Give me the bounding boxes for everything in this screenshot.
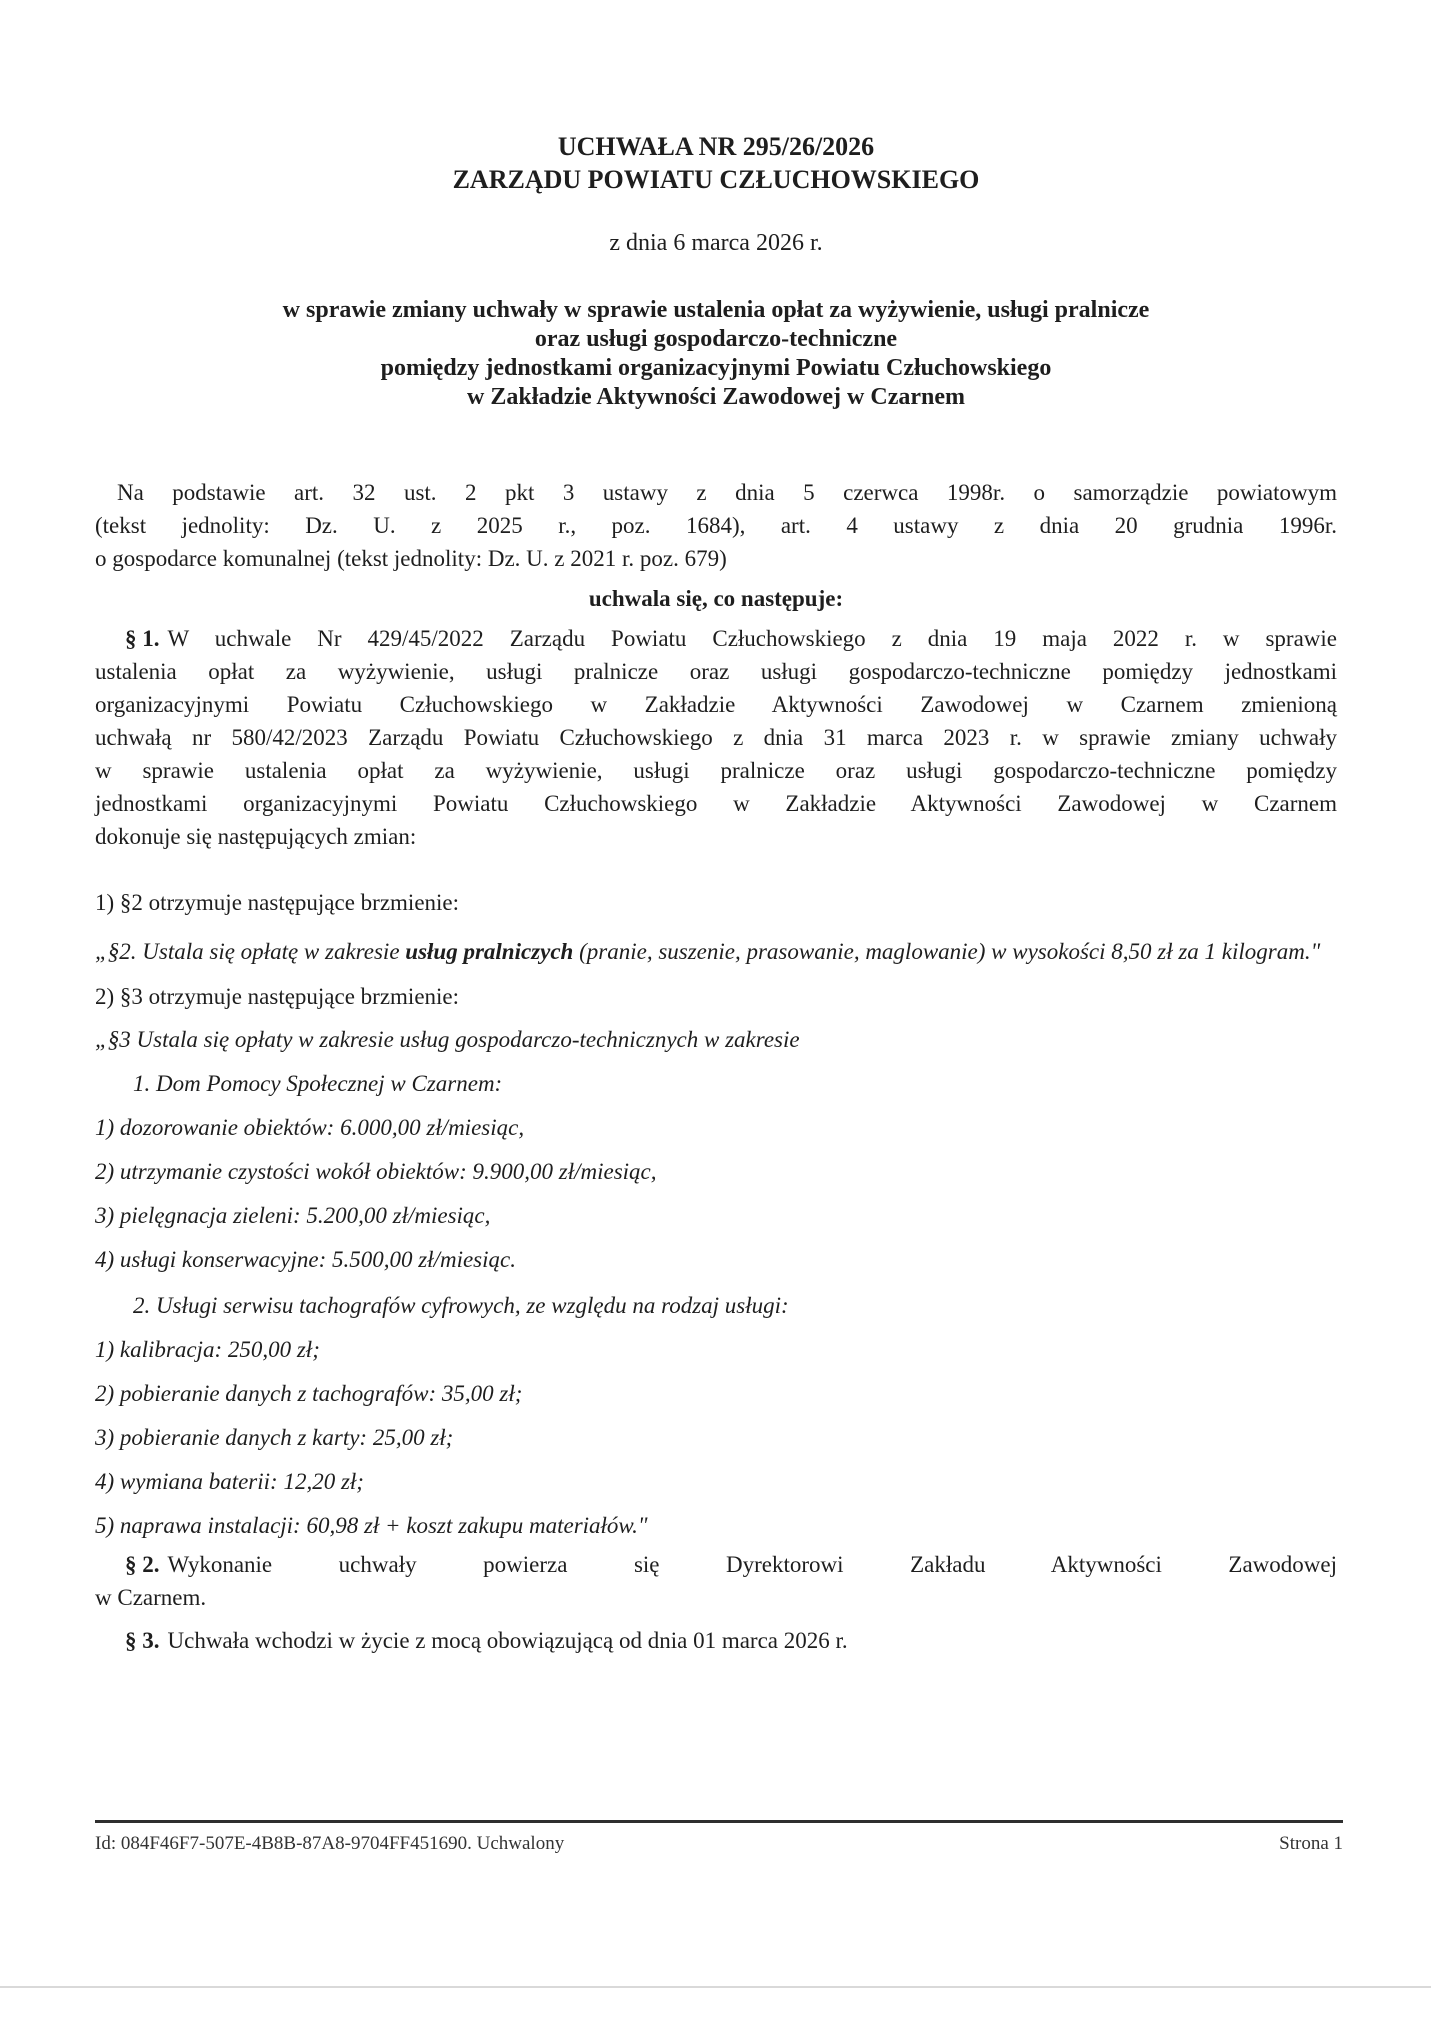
paragraph-1-text: W uchwale Nr 429/45/2022 Zarządu Powiatu Człuchowskiego z dnia 19 maja 2022 r. w sprawie ustalenia opłat za wyżywienie, usługi pralnicze oraz usługi gospodarczo-techniczne pomiędzy jednostkami organizacyjnymi Powiatu Człuchowskiego w Zakładzie Aktywności Zawodowej w Czarnem zmienioną uchwałą nr 580/42/2023 Zarządu Powiatu Człuchowskiego z dnia 31 marca 2023 r. w sprawie zmiany uchwały w sprawie ustalenia opłat za wyżywienie, usługi pralnicze oraz usługi gospodarczo-techniczne pomiędzy jednostkami organizacyjnymi Powiatu Człuchowskiego w Zakładzie Aktywności Zawodowej w Czarnem dokonuje się następujących zmian:: [95, 626, 1337, 849]
subject-block: [95, 296, 1337, 412]
footer-document-id: Id: 084F46F7-507E-4B8B-87A8-9704FF451690. Uchwalony: [95, 1833, 565, 1854]
page-footer: [95, 1833, 1343, 1855]
change-item-1-quote: [95, 936, 1337, 968]
footer-page-number: Strona 1: [1279, 1833, 1343, 1854]
subject-line-4: w Zakładzie Aktywności Zawodowej w Czarnem: [467, 384, 965, 410]
paragraph-1-label: § 1.: [125, 626, 160, 651]
dps-item-1: 1) dozorowanie obiektów: 6.000,00 zł/miesiąc,: [95, 1115, 525, 1140]
dps-item-4: 4) usługi konserwacyjne: 5.500,00 zł/miesiąc.: [95, 1247, 516, 1272]
document-content: [95, 0, 1337, 1657]
title-line-2: ZARZĄDU POWIATU CZŁUCHOWSKIEGO: [452, 165, 980, 194]
tacho-item-2: 2) pobieranie danych z tachografów: 35,00 zł;: [95, 1381, 523, 1406]
paragraph-1: [95, 622, 1337, 853]
scan-page-edge: [0, 1986, 1431, 1988]
dps-heading: 1. Dom Pomocy Społecznej w Czarnem:: [133, 1071, 503, 1096]
subject-line-1: w sprawie zmiany uchwały w sprawie ustalenia opłat za wyżywienie, usługi pralnicze: [282, 297, 1150, 323]
paragraph-2-text: Wykonanie uchwały powierza się Dyrektorowi Zakładu Aktywności Zawodowej w Czarnem.: [95, 1552, 1337, 1610]
quote-bold-term: usług pralniczych: [405, 939, 574, 964]
dps-item-2: 2) utrzymanie czystości wokół obiektów: 9.900,00 zł/miesiąc,: [95, 1159, 657, 1184]
quote-suffix: (pranie, suszenie, prasowanie, maglowanie) w wysokości 8,50 zł za 1 kilogram.": [573, 939, 1321, 964]
enacting-formula: uchwala się, co następuje:: [588, 586, 844, 611]
paragraph-3-label: § 3.: [125, 1628, 160, 1653]
paragraph-3: [95, 1624, 1337, 1657]
change-item-1-intro: 1) §2 otrzymuje następujące brzmienie:: [95, 890, 460, 915]
tacho-item-5: 5) naprawa instalacji: 60,98 zł + koszt zakupu materiałów.": [95, 1513, 648, 1538]
change-item-2-intro: 2) §3 otrzymuje następujące brzmienie:: [95, 984, 460, 1009]
subject-line-3: pomiędzy jednostkami organizacyjnymi Powiatu Człuchowskiego: [380, 355, 1052, 381]
tacho-item-3: 3) pobieranie danych z karty: 25,00 zł;: [95, 1425, 454, 1450]
subject-line-2: oraz usługi gospodarczo-techniczne: [534, 326, 898, 352]
tacho-item-1: 1) kalibracja: 250,00 zł;: [95, 1337, 320, 1362]
title-line-1: UCHWAŁA NR 295/26/2026: [557, 132, 875, 161]
quote-prefix: „§2. Ustala się opłatę w zakresie: [95, 939, 406, 964]
document-title: [95, 130, 1337, 196]
tacho-heading: 2. Usługi serwisu tachografów cyfrowych, ze względu na rodzaj usługi:: [133, 1293, 789, 1318]
legal-basis: Na podstawie art. 32 ust. 2 pkt 3 ustawy z dnia 5 czerwca 1998r. o samorządzie powiatowym (tekst jednolity: Dz. U. z 2025 r., poz. 1684), art. 4 ustawy z dnia 20 grudnia 1996r. o gospodarce komunalnej (tekst jednolity: Dz. U. z 2021 r. poz. 679): [95, 480, 1337, 571]
tacho-item-4: 4) wymiana baterii: 12,20 zł;: [95, 1469, 364, 1494]
paragraph-2: [95, 1548, 1337, 1614]
dps-item-3: 3) pielęgnacja zieleni: 5.200,00 zł/miesiąc,: [95, 1203, 491, 1228]
footer-divider: [95, 1820, 1343, 1823]
paragraph-3-text: Uchwała wchodzi w życie z mocą obowiązującą od dnia 01 marca 2026 r.: [167, 1628, 848, 1653]
paragraph-2-label: § 2.: [125, 1552, 160, 1577]
date-line: z dnia 6 marca 2026 r.: [609, 230, 823, 256]
change-item-2-quote: „§3 Ustala się opłaty w zakresie usług gospodarczo-technicznych w zakresie: [95, 1027, 800, 1052]
